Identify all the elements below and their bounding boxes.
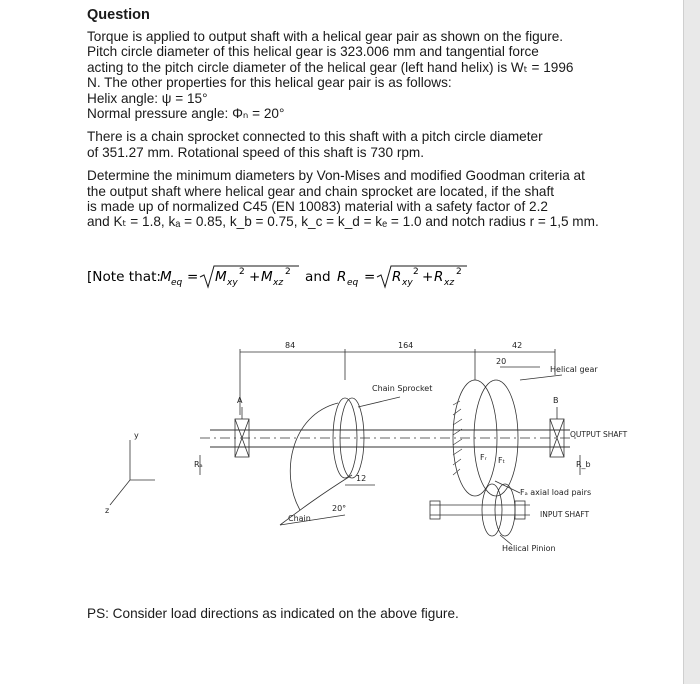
rxz-subscript: xz bbox=[444, 278, 455, 288]
text-line: Determine the minimum diameters by Von-Mises and modified Goodman criteria at bbox=[87, 168, 585, 184]
req-symbol: R bbox=[337, 269, 347, 285]
mxz-square: 2 bbox=[285, 267, 291, 277]
rxz-square: 2 bbox=[456, 267, 462, 277]
chain-path bbox=[290, 403, 338, 510]
text-line: acting to the pitch circle diameter of the helical gear (left hand helix) is Wₜ = 1996 bbox=[87, 59, 574, 75]
text-line: Torque is applied to output shaft with a helical gear pair as shown on the figure. bbox=[87, 29, 564, 44]
text-line: and Kₜ = 1.8, kₐ = 0.85, k_b = 0.75, k_c = k_d = kₑ = 1.0 and notch radius r = 1,5 mm. bbox=[87, 214, 599, 230]
req-subscript: eq bbox=[347, 278, 359, 288]
paragraph-problem-statement bbox=[87, 29, 599, 121]
dimension-20-label: 20 bbox=[496, 357, 507, 366]
text-line: of 351.27 mm. Rotational speed of this shaft is 730 rpm. bbox=[87, 144, 425, 160]
rxy-square: 2 bbox=[413, 267, 419, 277]
rxy-symbol: R bbox=[392, 269, 402, 285]
fr-label: Fᵣ bbox=[480, 453, 487, 462]
helical-pinion-back bbox=[495, 484, 515, 536]
paragraph-task bbox=[87, 168, 599, 230]
leader-line bbox=[520, 375, 562, 380]
text-line: Helix angle: ψ = 15° bbox=[87, 90, 208, 106]
plus-sign: + bbox=[249, 269, 261, 285]
chain-angle-label: 20° bbox=[332, 504, 347, 513]
rxy-subscript: xy bbox=[402, 278, 413, 288]
helical-gear-label: Helical gear bbox=[550, 365, 598, 374]
ft-label: Fₜ bbox=[498, 456, 505, 465]
paragraph-chain-sprocket bbox=[87, 129, 599, 160]
dimension-164-label: 164 bbox=[398, 341, 414, 350]
bearing-b-label: B bbox=[553, 396, 559, 405]
chain-sprocket-label: Chain Sprocket bbox=[372, 384, 433, 393]
chain-label: Chain bbox=[288, 514, 311, 523]
text-line: There is a chain sprocket connected to this shaft with a pitch circle diameter bbox=[87, 129, 543, 145]
equals-sign: = bbox=[187, 269, 199, 285]
output-shaft-label: OUTPUT SHAFT bbox=[570, 430, 628, 439]
y-axis-label: y bbox=[134, 431, 139, 440]
question-heading: Question bbox=[87, 7, 150, 23]
z-axis bbox=[110, 480, 130, 505]
mxz-symbol: M bbox=[261, 269, 273, 285]
input-bearing bbox=[430, 501, 440, 519]
dimension-42-label: 42 bbox=[512, 341, 523, 350]
question-body bbox=[87, 7, 599, 230]
text-line: Pitch circle diameter of this helical gear is 323.006 mm and tangential force bbox=[87, 44, 539, 60]
mxz-subscript: xz bbox=[273, 278, 284, 288]
plus-sign: + bbox=[422, 269, 434, 285]
rb-label: R_b bbox=[576, 460, 591, 469]
text-line: is made up of normalized C45 (EN 10083) material with a safety factor of 2.2 bbox=[87, 199, 548, 215]
postscript-note: PS: Consider load directions as indicated on the above figure. bbox=[87, 606, 459, 621]
shaft-assembly-figure bbox=[100, 335, 630, 575]
text-line: the output shaft where helical gear and chain sprocket are located, if the shaft bbox=[87, 183, 555, 199]
note-prefix: [Note that: bbox=[87, 269, 161, 285]
equals-sign: = bbox=[364, 269, 376, 285]
rxz-symbol: R bbox=[434, 269, 444, 285]
helical-pinion bbox=[482, 484, 502, 536]
bearing-a-label: A bbox=[237, 396, 243, 405]
text-line: Normal pressure angle: Φₙ = 20° bbox=[87, 106, 285, 122]
axial-load-label: Fₐ axial load pairs bbox=[520, 488, 592, 497]
z-axis-label: z bbox=[105, 506, 110, 515]
and-word: and bbox=[305, 269, 331, 285]
formula-svg bbox=[87, 262, 487, 296]
formula-note bbox=[87, 262, 487, 299]
page-right-border bbox=[683, 0, 700, 684]
mxy-square: 2 bbox=[239, 267, 245, 277]
helical-pinion-label: Helical Pinion bbox=[502, 544, 556, 553]
figure-svg bbox=[100, 335, 630, 575]
mxy-symbol: M bbox=[215, 269, 227, 285]
input-bearing bbox=[515, 501, 525, 519]
leader-line bbox=[358, 397, 400, 407]
meq-subscript: eq bbox=[171, 278, 183, 288]
text-line: N. The other properties for this helical gear pair is as follows: bbox=[87, 75, 452, 91]
input-shaft-label: INPUT SHAFT bbox=[540, 510, 590, 519]
mxy-subscript: xy bbox=[227, 278, 238, 288]
dimension-84-label: 84 bbox=[285, 341, 296, 350]
ra-label: Rₐ bbox=[194, 460, 203, 469]
meq-symbol: M bbox=[160, 269, 172, 285]
dimension-12-label: 12 bbox=[356, 474, 367, 483]
